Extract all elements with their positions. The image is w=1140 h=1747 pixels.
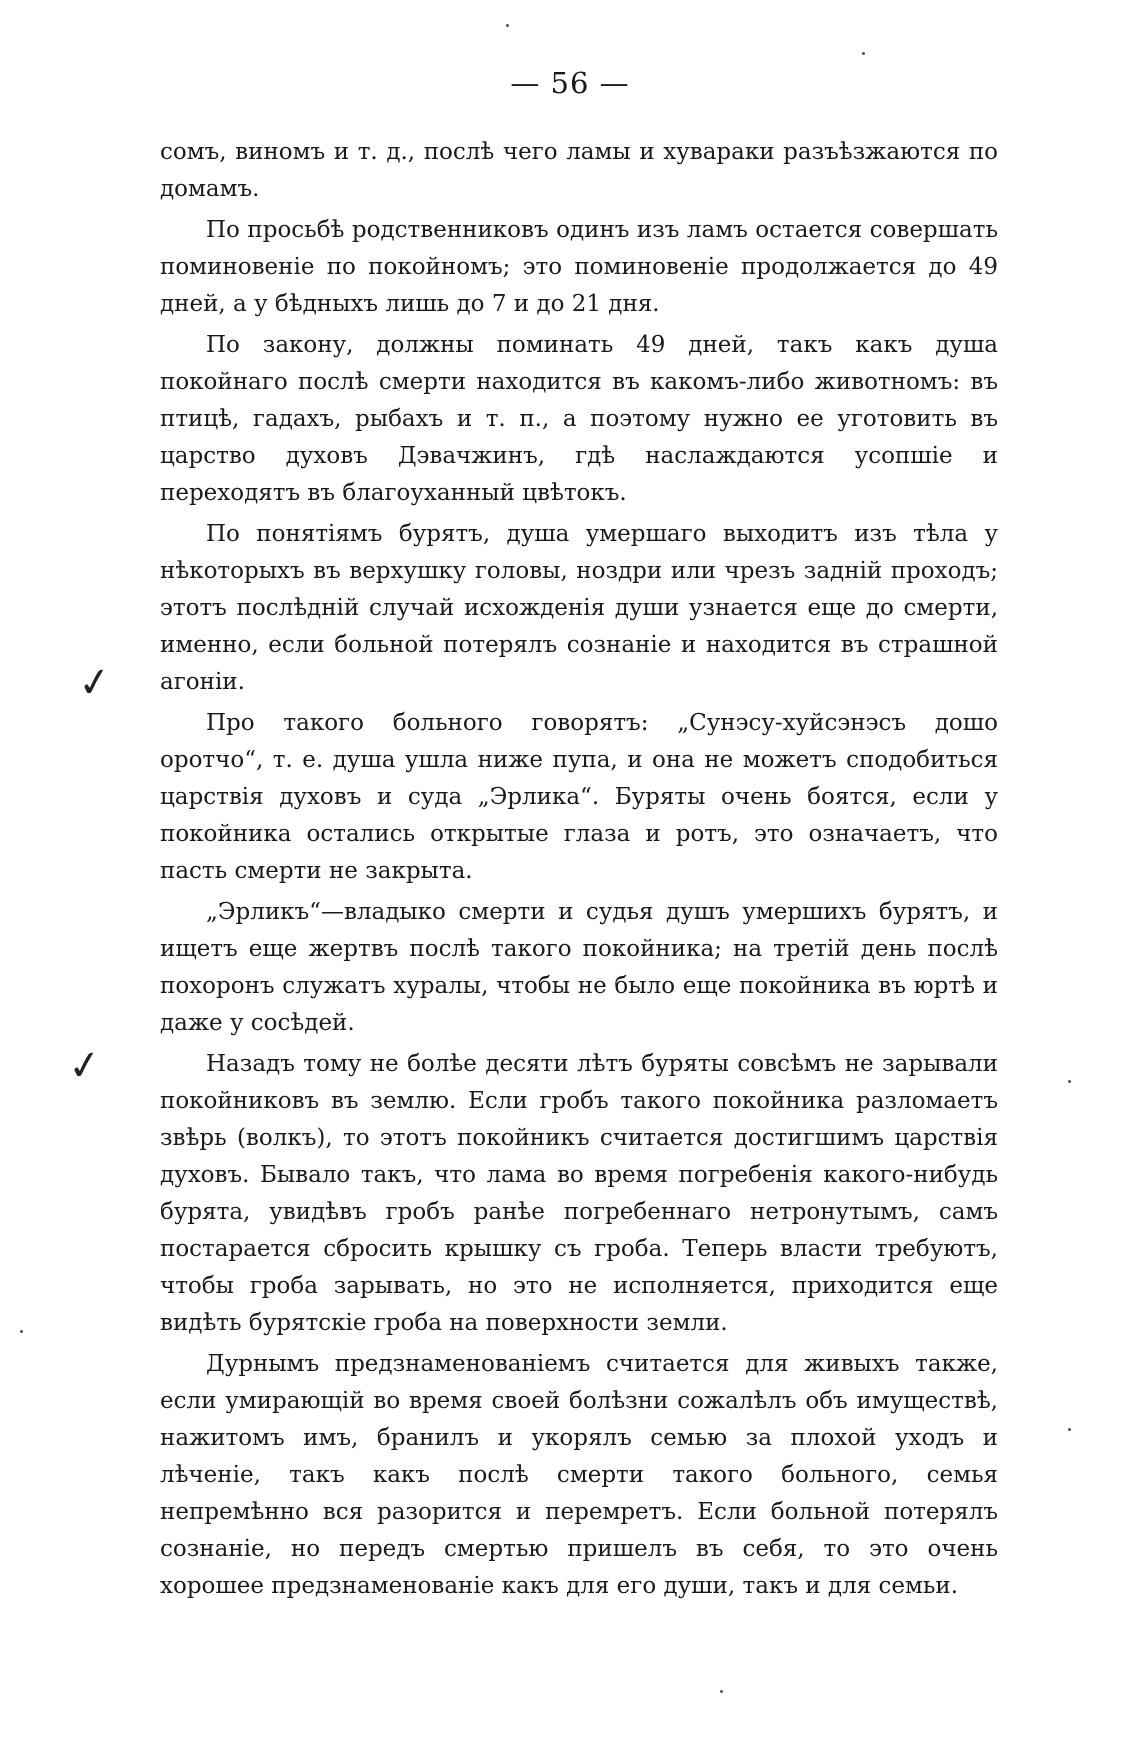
paragraph-6: „Эрликъ“—владыко смерти и судья душъ умершихъ бурятъ, и ищетъ еще жертвъ послѣ такого покойника; на третій день послѣ похоронъ служатъ хуралы, чтобы не было еще покойника въ юртѣ и даже у сосѣдей.	[160, 899, 998, 1036]
print-speck	[862, 52, 865, 55]
print-speck	[1068, 1080, 1071, 1083]
print-speck	[20, 1330, 23, 1333]
margin-checkmark-1: ✓	[74, 657, 115, 709]
print-speck	[720, 1690, 723, 1693]
paragraph-8: Дурнымъ предзнаменованіемъ считается для живыхъ также, если умирающій во время своей болѣзни сожалѣлъ объ имуществѣ, нажитомъ имъ, бранилъ и укорялъ семью за плохой уходъ и лѣченіе, такъ какъ послѣ смерти такого больного, семья непремѣнно вся разорится и перемретъ. Если больной потерялъ сознаніе, но передъ смертью пришелъ въ себя, то это очень хорошее предзнаменованіе какъ для его души, такъ и для семьи.	[160, 1351, 998, 1599]
margin-checkmark-2: ✓	[64, 1040, 105, 1092]
print-speck	[506, 24, 509, 27]
paragraph-7: Назадъ тому не болѣе десяти лѣтъ буряты совсѣмъ не зарывали покойниковъ въ землю. Если гробъ такого покойника разломаетъ звѣрь (волкъ), то этотъ покойникъ считается достигшимъ царствія духовъ. Бывало такъ, что лама во время погребенія какого-нибудь бурята, увидѣвъ гробъ ранѣе погребеннаго нетронутымъ, самъ постарается сбросить крышку съ гроба. Теперь власти требуютъ, чтобы гроба зарывать, но это не исполняется, приходится еще видѣть бурятскіе гроба на поверхности земли.	[160, 1051, 998, 1336]
paragraph-4: По понятіямъ бурятъ, душа умершаго выходитъ изъ тѣла у нѣкоторыхъ въ верхушку головы, ноздри или чрезъ заднiй проходъ; этотъ послѣднiй случай исхожденія души узнается еще до смерти, именно, если больной потерялъ сознаніе и находится въ страшной агоніи.	[160, 521, 998, 695]
paragraph-2: По просьбѣ родственниковъ одинъ изъ ламъ остается совершать поминовеніе по покойномъ; это поминовеніе продолжается до 49 дней, а у бѣдныхъ лишь до 7 и до 21 дня.	[160, 217, 998, 317]
print-speck	[1068, 1428, 1071, 1431]
body-text	[160, 134, 998, 1609]
paragraph-1: сомъ, виномъ и т. д., послѣ чего ламы и хувараки разъѣзжаются по домамъ.	[160, 139, 998, 202]
paragraph-5: Про такого больного говорятъ: „Сунэсу-хуйсэнэсъ дошо оротчо“, т. е. душа ушла ниже пупа, и она не можетъ сподобиться царствія духовъ и суда „Эрлика“. Буряты очень боятся, если у покойника остались открытые глаза и ротъ, это означаетъ, что пасть смерти не закрыта.	[160, 710, 998, 884]
paragraph-3: По закону, должны поминать 49 дней, такъ какъ душа покойнаго послѣ смерти находится въ какомъ-либо животномъ: въ птицѣ, гадахъ, рыбахъ и т. п., а поэтому нужно ее уготовить въ царство духовъ Дэвачжинъ, гдѣ наслаждаются усопшіе и переходятъ въ благоуханный цвѣтокъ.	[160, 332, 998, 506]
page-number: — 56 —	[510, 66, 630, 100]
